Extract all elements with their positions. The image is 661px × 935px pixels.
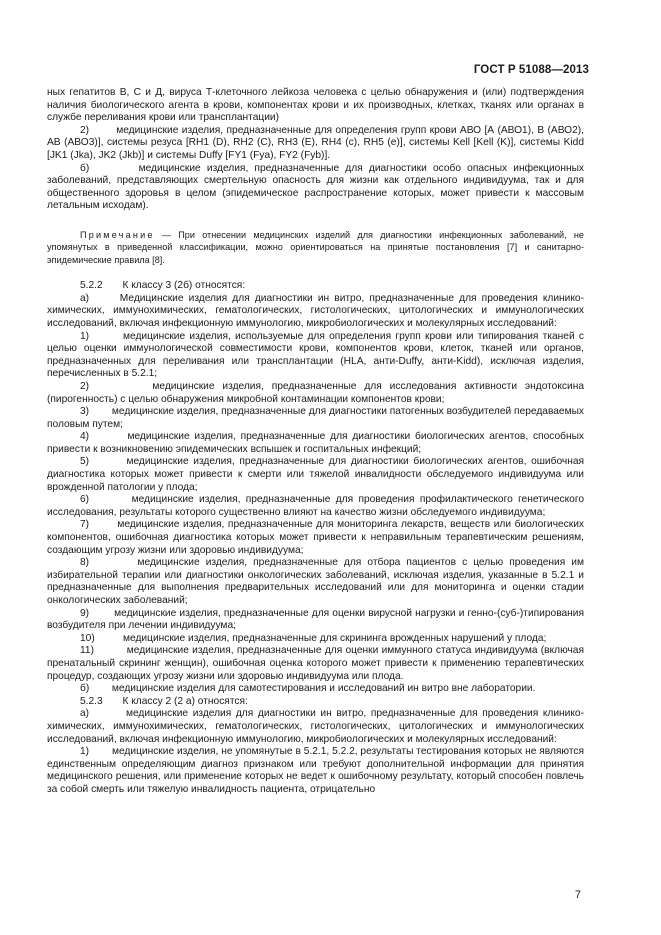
paragraph-item: б) медицинские изделия, предназначенные для диагностики особо опасных инфекционных заболеваний, представляющих смертельную опасность для жизни как отдельного индивидуума, так и для общественного здоровья в целом (эпидемическое распространение которых, может привести к массовым летальным исходам). xyxy=(47,162,584,212)
paragraph-item: 2) медицинские изделия, предназначенные для определения групп крови АВО [А (АВО1), В (АВО2), АВ (АВО3)], системы резуса [RH1 (D), RH2 (C), RH3 (E), RH4 (с), RH5 (е)], системы Kell [Kell (K)], системы Kidd [JK1 (Jka), JK2 (Jkb)] и системы Duffy [FY1 (Fya), FY2 (Fyb)]. xyxy=(47,124,584,161)
paragraph-item: а) медицинские изделия для диагностики ин витро, предназначенные для проведения клинико-химических, иммунохимических, гематологических, гистологических, цитологических и иммунологических исследований, включая инфекционную иммунологию, микробиологических и молекулярных исследований: xyxy=(47,708,584,745)
paragraph-item: 9) медицинские изделия, предназначенные для оценки вирусной нагрузки и генно-(суб-)типирования возбудителя при лечении индивидуума; xyxy=(47,607,584,632)
page-number: 7 xyxy=(574,889,581,901)
document-code-header: ГОСТ Р 51088—2013 xyxy=(473,64,589,76)
spacer xyxy=(47,213,584,229)
paragraph-item: 3) медицинские изделия, предназначенные для диагностики патогенных возбудителей передаваемых половым путем; xyxy=(47,406,584,430)
paragraph-item: 6) медицинские изделия, предназначенные для проведения профилактического генетического исследования, результаты которого существенно влияют на качество жизни обследуемого индивидуума; xyxy=(47,494,584,518)
paragraph-item: а) Медицинские изделия для диагностики ин витро, предназначенные для проведения клинико-химических, иммунохимических, гематологических, гистологических, цитологических и иммунологических исследований, включая инфекционную иммунологию, микробиологических и молекулярных исследований: xyxy=(47,292,584,329)
paragraph-continuation: ных гепатитов В, С и Д, вируса Т-клеточного лейкоза человека с целью обнаружения и (или) подтверждения наличия биологического агента в крови, компонентах крови и их производных, клетках, тканях или органах в службе переливания крови или трансплантации) xyxy=(47,87,584,124)
section-heading: 5.2.2 К классу 3 (2б) относятся: xyxy=(80,280,246,292)
page-body xyxy=(47,87,584,797)
paragraph-item: 7) медицинские изделия, предназначенные для мониторинга лекарств, веществ или биологических компонентов, ошибочная диагностика которых может привести к неправильным терапевтическим решениям, создающим угрозу жизни или здоровью индивидуума; xyxy=(47,519,584,556)
paragraph-item: б) медицинские изделия для самотестирования и исследований ин витро вне лаборатории. xyxy=(80,683,536,695)
section-heading: 5.2.3 К классу 2 (2 а) относятся: xyxy=(80,695,248,707)
spacer xyxy=(47,266,584,280)
paragraph-item: 5) медицинские изделия, предназначенные для диагностики биологических агентов, ошибочная диагностика которых может привести к смерти или тяжелой инвалидности обследуемого индивидуума или врожденной патологии у плода; xyxy=(47,456,584,493)
paragraph-item: 11) медицинские изделия, предназначенные для оценки иммунного статуса индивидуума (включая пренатальный скрининг женщин), ошибочная оценка которого может привести к применению терапевтических процедур, создающих угрозу жизни или здоровью индивидуума или плода. xyxy=(47,645,584,682)
note-text: — При отнесении медицинских изделий для диагностики инфекционных заболеваний, не упомянутых в приведенной классификации, можно ориентироваться на принятые постановления [7] и санитарно-эпидемические правила [8]. xyxy=(47,229,584,265)
paragraph-item: 1) медицинские изделия, используемые для определения групп крови или типирования тканей с целью оценки иммунологической совместимости крови, компонентов крови, клеток, тканей или органов, предназначенных для переливания или трансплантации (HLA, анти-Duffy, анти-Kidd), исключая изделия, перечисленных в 5.2.1; xyxy=(47,330,584,380)
paragraph-item: 8) медицинские изделия, предназначенные для отбора пациентов с целью проведения им избирательной терапии или диагностики онкологических заболеваний, исключая изделия, указанные в 5.2.1 и предназначенные для выполнения предварительных исследований или для мониторинга и оценки стадии онкологических заболеваний; xyxy=(47,557,584,606)
paragraph-item: 1) медицинские изделия, не упомянутые в 5.2.1, 5.2.2, результаты тестирования которых не являются единственным определяющим диагноз признаком или требуют дополнительной информации для принятия медицинского решения, или применение которых не ведет к ошибочному результату, который способен повлечь за собой смерть или тяжелую инвалидность пациента, отрицательно xyxy=(47,746,584,795)
note-block xyxy=(47,229,584,266)
paragraph-item: 10) медицинские изделия, предназначенные для скрининга врожденных нарушений у плода; xyxy=(80,632,547,644)
note-label: Примечание xyxy=(80,229,155,240)
paragraph-item: 4) медицинские изделия, предназначенные для диагностики биологических агентов, способных привести к возникновению эпидемических вспышек и госпитальных инфекций; xyxy=(47,431,584,455)
paragraph-item: 2) медицинские изделия, предназначенные для исследования активности эндотоксина (пирогенность) с целью обнаружения микробной контаминации компонентов крови; xyxy=(47,380,584,405)
